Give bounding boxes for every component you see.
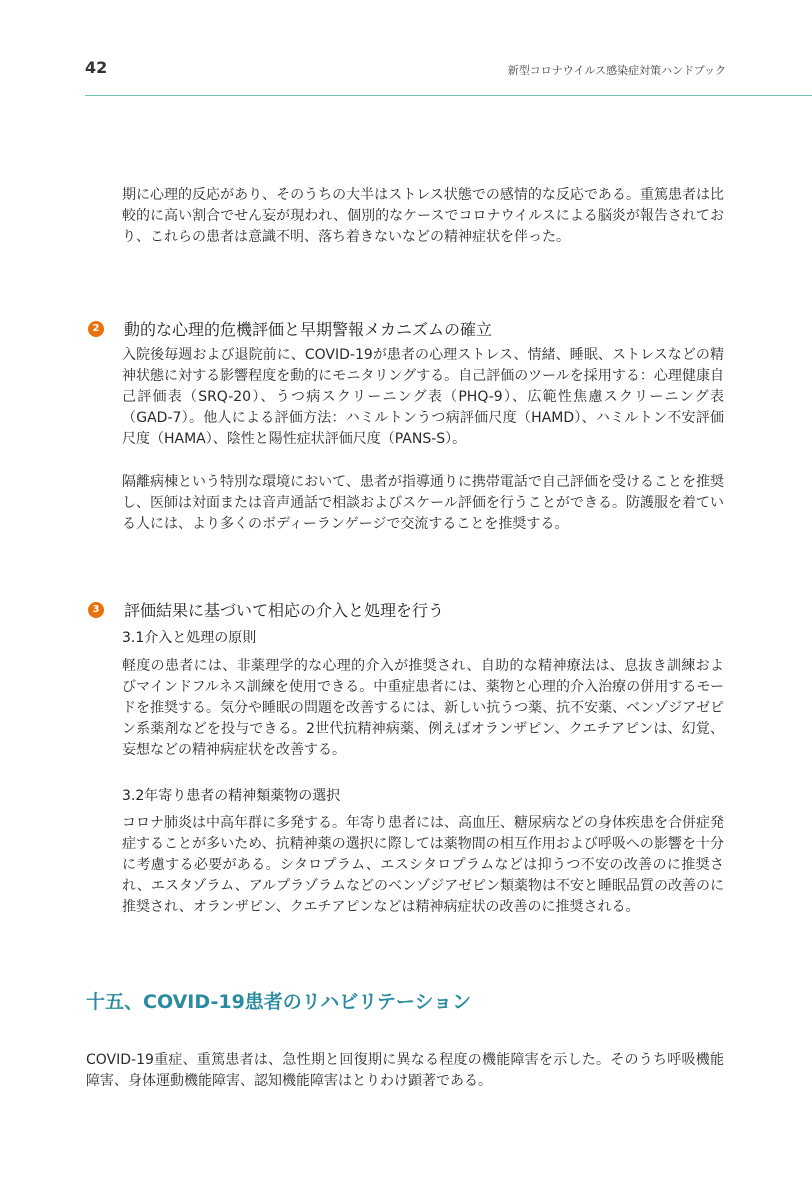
page-number: 42 bbox=[85, 58, 108, 77]
section-2-paragraph-1: 入院後毎週および退院前に、COVID-19が患者の心理ストレス、情緒、睡眠、ストレスなどの精神状態に対する影響程度を動的にモニタリングする。自己評価のツールを採用する：心理健康自己評価表（SRQ-20）、うつ病スクリーニング表（PHQ-9）、広範性焦慮スクリーニング表（GAD-7）。他人による評価方法：ハミルトンうつ病評価尺度（HAMD）、ハミルトン不安評価尺度（HAMA）、陰性と陽性症状評価尺度（PANS-S）。 bbox=[122, 347, 724, 447]
running-title: 新型コロナウイルス感染症対策ハンドブック bbox=[507, 64, 726, 77]
section-2-paragraph-2: 隔離病棟という特別な環境において、患者が指導通りに携帯電話で自己評価を受けることを推奨し、医師は対面または音声通話で相談およびスケール評価を行うことができる。防護服を着ている人には、より多くのボディーランゲージで交流することを推奨する。 bbox=[122, 474, 724, 532]
chapter-intro-paragraph: COVID-19重症、重篤患者は、急性期と回復期に異なる程度の機能障害を示した。そのうち呼吸機能障害、身体運動機能障害、認知機能障害はとりわけ顕著である。 bbox=[86, 1052, 724, 1089]
subsection-3-1-paragraph: 軽度の患者には、非薬理学的な心理的介入が推奨され、自助的な精神療法は、息抜き訓練およびマインドフルネス訓練を使用できる。中重症患者には、薬物と心理的介入治療の併用するモードを推奨する。気分や睡眠の問題を改善するには、新しい抗うつ薬、抗不安薬、ベンゾジアゼピン系薬剤などを投与できる。2世代抗精神病薬、例えばオランザピン、クエチアピンは、幻覚、妄想などの精神病症状を改善する。 bbox=[122, 658, 724, 758]
subsection-3-2-paragraph: コロナ肺炎は中高年群に多発する。年寄り患者には、高血圧、糖尿病などの身体疾患を合併症発症することが多いため、抗精神薬の選択に際しては薬物間の相互作用および呼吸への影響を十分に考慮する必要がある。シタロプラム、エスシタロプラムなどは抑うつ不安の改善のに推奨され、エスタゾラム、アルプラゾラムなどのベンゾジアゼピン類薬物は不安と睡眠品質の改善のに推奨され、オランザピン、クエチアピンなどは精神病症状の改善のに推奨される。 bbox=[122, 815, 724, 915]
subsection-3-1-title: 3.1介入と処理の原則 bbox=[122, 630, 257, 646]
page-header bbox=[0, 0, 812, 97]
section-number-badge: 3 bbox=[88, 602, 104, 618]
intro-paragraph: 期に心理的反応があり、そのうちの大半はストレス状態での感情的な反応である。重篤患者は比較的に高い割合でせん妄が現われ、個別的なケースでコロナウイルスによる脳炎が報告されており、これらの患者は意識不明、落ち着きないなどの精神症状を伴った。 bbox=[122, 187, 724, 245]
chapter-title: 十五、COVID-19患者のリハビリテーション bbox=[86, 991, 472, 1013]
section-title: 評価結果に基づいて相応の介入と処理を行う bbox=[124, 601, 445, 620]
section-3-heading bbox=[88, 598, 444, 621]
section-number-badge: 2 bbox=[88, 321, 104, 337]
section-2-heading bbox=[88, 317, 492, 340]
header-divider bbox=[85, 95, 812, 96]
section-title: 動的な心理的危機評価と早期警報メカニズムの確立 bbox=[124, 320, 493, 339]
subsection-3-2-title: 3.2年寄り患者の精神類薬物の選択 bbox=[122, 788, 341, 804]
